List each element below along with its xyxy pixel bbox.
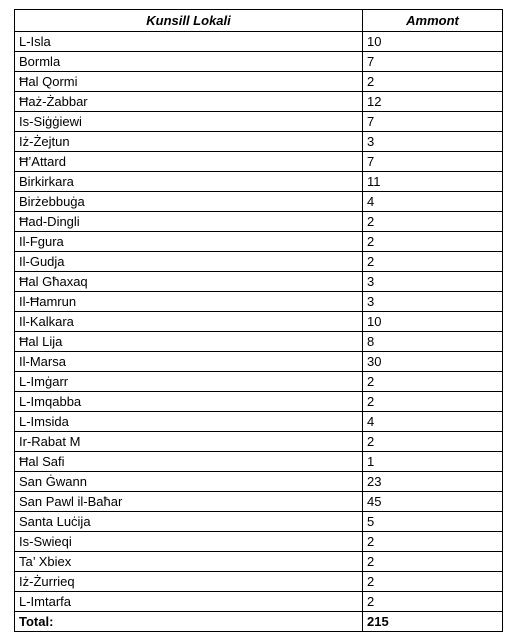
amount-cell: 2 xyxy=(363,572,503,592)
amount-cell: 3 xyxy=(363,132,503,152)
table-header-row xyxy=(15,10,503,32)
council-name-cell: San Pawl il-Baħar xyxy=(15,492,363,512)
amount-cell: 10 xyxy=(363,32,503,52)
amount-cell: 2 xyxy=(363,252,503,272)
council-name-cell: Il-Gudja xyxy=(15,252,363,272)
council-name-cell: L-Imġarr xyxy=(15,372,363,392)
amount-cell: 4 xyxy=(363,192,503,212)
amount-cell: 4 xyxy=(363,412,503,432)
council-name-cell: Ħal Lija xyxy=(15,332,363,352)
council-name-cell: San Ġwann xyxy=(15,472,363,492)
column-header-amount: Ammont xyxy=(363,10,503,32)
council-name-cell: Ta’ Xbiex xyxy=(15,552,363,572)
amount-cell: 23 xyxy=(363,472,503,492)
amount-cell: 2 xyxy=(363,392,503,412)
table-row xyxy=(15,112,503,132)
table-row xyxy=(15,592,503,612)
amount-cell: 7 xyxy=(363,112,503,132)
table-row xyxy=(15,292,503,312)
amount-cell: 2 xyxy=(363,432,503,452)
amount-cell: 2 xyxy=(363,372,503,392)
amount-cell: 1 xyxy=(363,452,503,472)
table-row xyxy=(15,192,503,212)
council-name-cell: Iż-Żejtun xyxy=(15,132,363,152)
council-name-cell: Ir-Rabat M xyxy=(15,432,363,452)
council-amounts-table xyxy=(14,9,503,632)
total-row xyxy=(15,612,503,632)
council-name-cell: Ħal Għaxaq xyxy=(15,272,363,292)
amount-cell: 2 xyxy=(363,532,503,552)
amount-cell: 12 xyxy=(363,92,503,112)
table-row xyxy=(15,492,503,512)
council-name-cell: Il-Kalkara xyxy=(15,312,363,332)
table-row xyxy=(15,352,503,372)
council-name-cell: Il-Fgura xyxy=(15,232,363,252)
amount-cell: 3 xyxy=(363,292,503,312)
amount-cell: 7 xyxy=(363,152,503,172)
council-name-cell: Santa Luċija xyxy=(15,512,363,532)
amount-cell: 11 xyxy=(363,172,503,192)
table-row xyxy=(15,432,503,452)
table-row xyxy=(15,392,503,412)
table-row xyxy=(15,552,503,572)
table-row xyxy=(15,72,503,92)
council-name-cell: Bormla xyxy=(15,52,363,72)
council-name-cell: L-Isla xyxy=(15,32,363,52)
table-row xyxy=(15,32,503,52)
amount-cell: 7 xyxy=(363,52,503,72)
amount-cell: 3 xyxy=(363,272,503,292)
table-row xyxy=(15,212,503,232)
council-name-cell: Iż-Żurrieq xyxy=(15,572,363,592)
table-row xyxy=(15,232,503,252)
council-name-cell: L-Imqabba xyxy=(15,392,363,412)
table-row xyxy=(15,572,503,592)
table-body xyxy=(15,32,503,612)
table-row xyxy=(15,52,503,72)
council-name-cell: Il-Marsa xyxy=(15,352,363,372)
council-name-cell: Il-Ħamrun xyxy=(15,292,363,312)
council-name-cell: Birżebbuġa xyxy=(15,192,363,212)
total-label: Total: xyxy=(15,612,363,632)
table-row xyxy=(15,372,503,392)
amount-cell: 2 xyxy=(363,232,503,252)
table-row xyxy=(15,172,503,192)
council-name-cell: Ħad-Dingli xyxy=(15,212,363,232)
amount-cell: 30 xyxy=(363,352,503,372)
table-row xyxy=(15,472,503,492)
table-row xyxy=(15,412,503,432)
council-name-cell: L-Imsida xyxy=(15,412,363,432)
council-name-cell: Is-Siġġiewi xyxy=(15,112,363,132)
amount-cell: 2 xyxy=(363,212,503,232)
table-row xyxy=(15,332,503,352)
table-row xyxy=(15,312,503,332)
council-name-cell: Ħal Qormi xyxy=(15,72,363,92)
table-row xyxy=(15,152,503,172)
table-row xyxy=(15,272,503,292)
council-name-cell: Is-Swieqi xyxy=(15,532,363,552)
table-row xyxy=(15,452,503,472)
total-value: 215 xyxy=(363,612,503,632)
council-name-cell: Ħal Safi xyxy=(15,452,363,472)
amount-cell: 2 xyxy=(363,592,503,612)
table-row xyxy=(15,132,503,152)
amount-cell: 2 xyxy=(363,72,503,92)
table-row xyxy=(15,252,503,272)
council-name-cell: Birkirkara xyxy=(15,172,363,192)
amount-cell: 8 xyxy=(363,332,503,352)
table-row xyxy=(15,512,503,532)
column-header-council: Kunsill Lokali xyxy=(15,10,363,32)
council-name-cell: L-Imtarfa xyxy=(15,592,363,612)
table-row xyxy=(15,532,503,552)
amount-cell: 10 xyxy=(363,312,503,332)
council-name-cell: Ħ’Attard xyxy=(15,152,363,172)
amount-cell: 45 xyxy=(363,492,503,512)
table-row xyxy=(15,92,503,112)
amount-cell: 2 xyxy=(363,552,503,572)
amount-cell: 5 xyxy=(363,512,503,532)
council-name-cell: Ħaż-Żabbar xyxy=(15,92,363,112)
